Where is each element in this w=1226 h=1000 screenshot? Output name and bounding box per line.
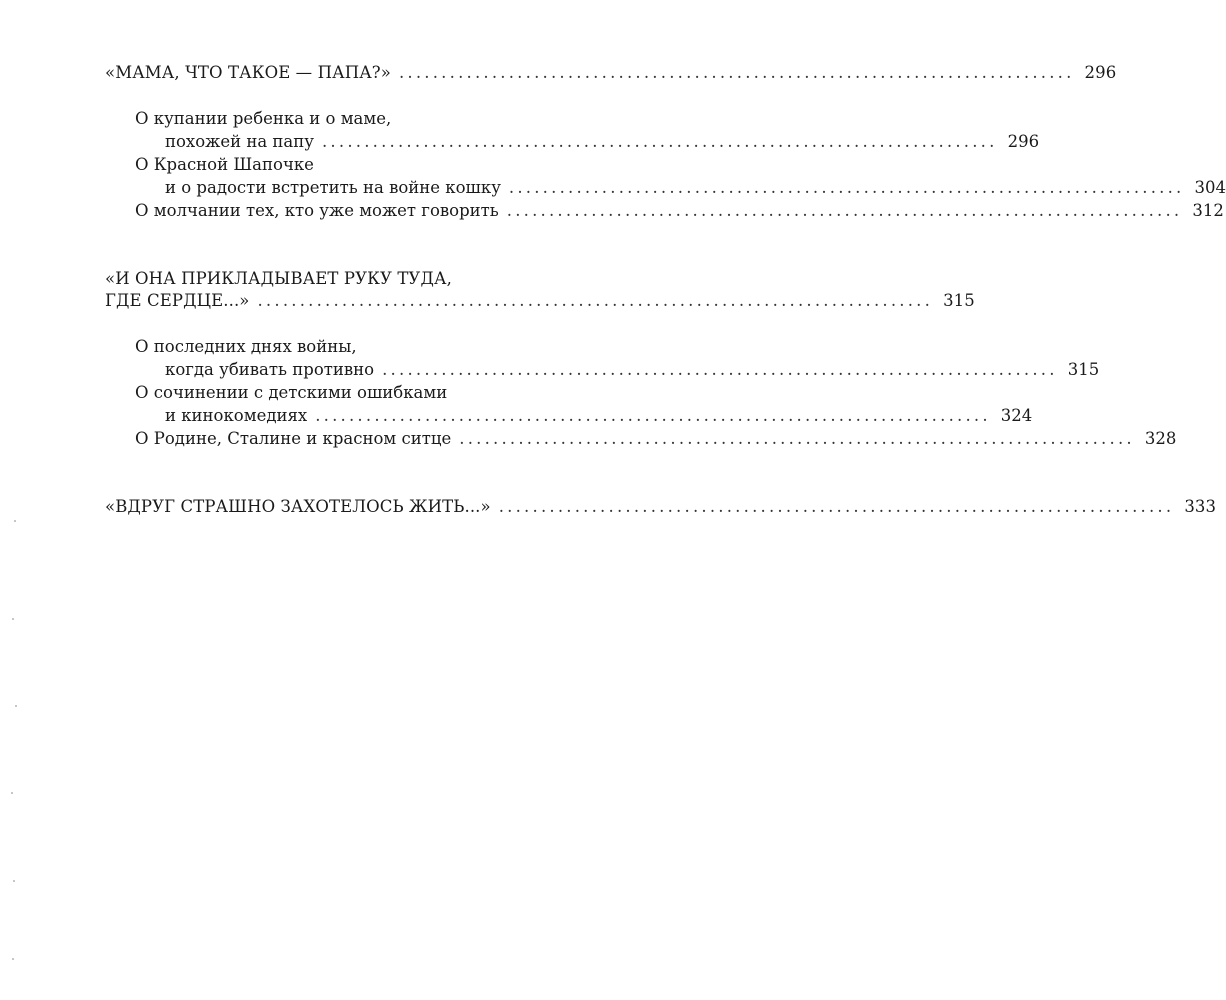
entry-title: когда убивать противно <box>165 360 375 379</box>
page-number: 304 <box>1194 178 1226 197</box>
toc-section-2-line <box>105 269 571 289</box>
entry-title: О Красной Шапочке <box>135 155 314 174</box>
dot-leader: ................................................................................ <box>257 291 934 310</box>
section-title: «И ОНА ПРИКЛАДЫВАЕТ РУКУ ТУДА, <box>105 269 452 288</box>
toc-entry <box>165 178 1226 198</box>
page-number: 333 <box>1184 497 1217 516</box>
entry-title: и кинокомедиях <box>165 406 308 425</box>
dot-leader: ................................................................................ <box>506 201 1183 220</box>
toc-section-1 <box>105 63 1117 83</box>
toc-section-3 <box>105 497 1217 517</box>
dot-leader: ................................................................................ <box>382 360 1058 379</box>
entry-title: О последних днях войны, <box>135 337 357 356</box>
scan-speck <box>15 705 17 707</box>
page-number: 324 <box>1000 406 1033 425</box>
toc-entry-line <box>135 109 571 129</box>
section-title: «ВДРУГ СТРАШНО ЗАХОТЕЛОСЬ ЖИТЬ...» <box>105 497 491 516</box>
toc-entry <box>165 132 1040 152</box>
entry-title: О купании ребенка и о маме, <box>135 109 392 128</box>
entry-title: и о радости встретить на войне кошку <box>165 178 501 197</box>
toc-entry <box>135 429 1177 449</box>
toc-entry-line <box>135 337 571 357</box>
page-number: 328 <box>1144 429 1177 448</box>
scan-speck <box>12 958 14 960</box>
page-number: 315 <box>943 291 975 310</box>
scan-speck <box>11 792 13 794</box>
scan-speck <box>12 618 14 620</box>
scan-speck <box>14 520 16 522</box>
toc-entry <box>135 201 1224 221</box>
toc-entry <box>165 406 1033 426</box>
toc-entry <box>165 360 1100 380</box>
entry-title: похожей на папу <box>165 132 314 151</box>
entry-title: О Родине, Сталине и красном ситце <box>135 429 452 448</box>
section-title: ГДЕ СЕРДЦЕ...» <box>105 291 250 310</box>
dot-leader: ................................................................................ <box>398 63 1075 82</box>
toc-entry-line <box>135 155 571 175</box>
toc-section-2 <box>105 291 975 311</box>
page-number: 296 <box>1084 63 1117 82</box>
toc-entry-line <box>135 383 571 403</box>
page-number: 315 <box>1067 360 1100 379</box>
dot-leader: ................................................................................ <box>498 497 1175 516</box>
dot-leader: ................................................................................ <box>459 429 1135 448</box>
dot-leader: ................................................................................ <box>508 178 1185 197</box>
dot-leader: ................................................................................ <box>315 406 991 425</box>
entry-title: О сочинении с детскими ошибками <box>135 383 448 402</box>
section-title: «МАМА, ЧТО ТАКОЕ — ПАПА?» <box>105 63 391 82</box>
entry-title: О молчании тех, кто уже может говорить <box>135 201 499 220</box>
page-number: 312 <box>1192 201 1224 220</box>
page-number: 296 <box>1007 132 1040 151</box>
dot-leader: ................................................................................ <box>321 132 998 151</box>
scan-speck <box>13 880 15 882</box>
